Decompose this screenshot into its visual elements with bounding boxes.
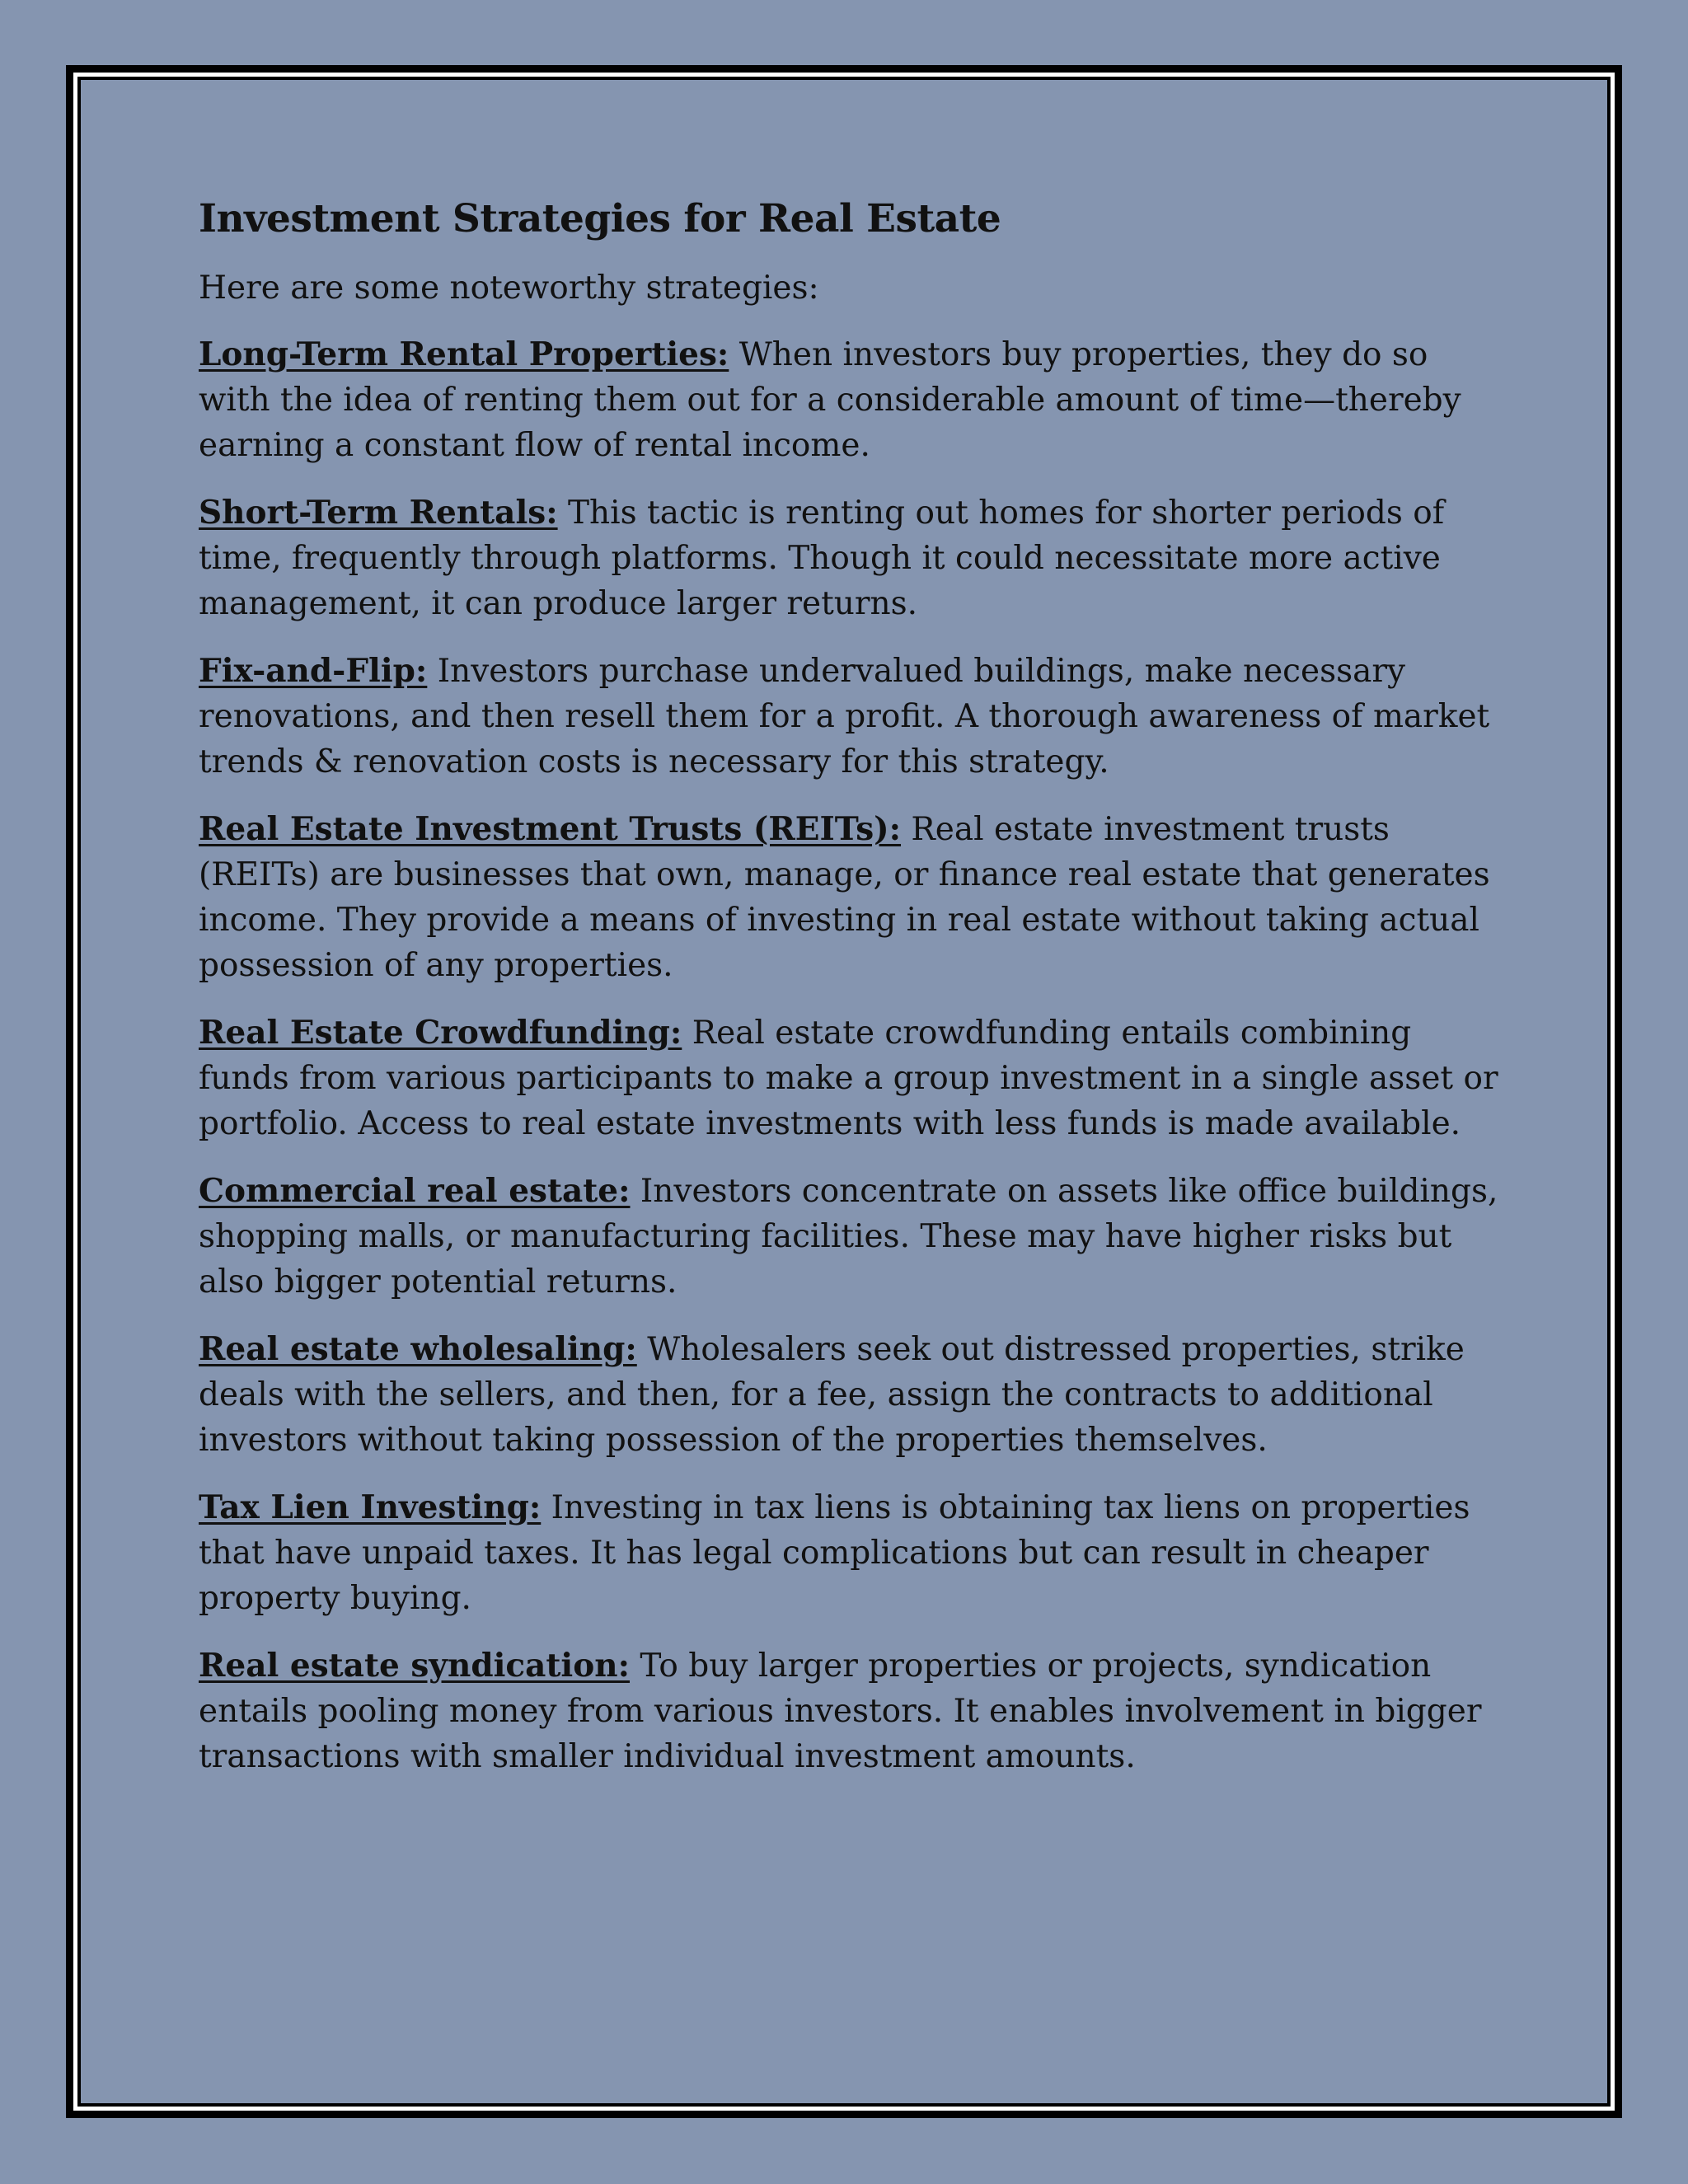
intro-paragraph: Here are some noteworthy strategies: — [199, 269, 819, 307]
strategy-term: Real estate wholesaling: — [199, 1330, 637, 1369]
strategy-term: Short-Term Rentals: — [199, 494, 558, 532]
strategy-description: Real estate crowdfunding entails combining funds from various participants to make a group investment in a single asset or portfolio. Access to real estate investments with less funds is made available. — [199, 1015, 1498, 1143]
strategy-description: This tactic is renting out homes for shorter periods of time, frequently through platforms. Though it could necessitate more active management, it can produce larger returns. — [199, 494, 1445, 623]
strategy-wholesaling — [199, 1327, 1505, 1463]
strategy-term: Commercial real estate: — [199, 1172, 631, 1211]
strategy-description: Wholesalers seek out distressed properties, strike deals with the sellers, and then, for a fee, assign the contracts to additional investors without taking possession of the properties themselves. — [199, 1331, 1465, 1460]
strategy-description: Investing in tax liens is obtaining tax liens on properties that have unpaid taxes. It has legal complications but can result in cheaper property buying. — [199, 1489, 1470, 1618]
strategy-commercial-real-estate — [199, 1169, 1505, 1305]
strategy-term: Real Estate Crowdfunding: — [199, 1014, 682, 1052]
strategy-description: Real estate investment trusts (REITs) are businesses that own, manage, or finance real estate that generates income. They provide a means of investing in real estate without taking actual possession of any properties. — [199, 811, 1490, 985]
strategy-description: When investors buy properties, they do so with the idea of renting them out for a considerable amount of time—thereby earning a constant flow of rental income. — [199, 336, 1461, 465]
strategy-long-term-rental — [199, 332, 1505, 468]
strategy-description: To buy larger properties or projects, syndication entails pooling money from various investors. It enables involvement in bigger transactions with smaller individual investment amounts. — [199, 1647, 1482, 1776]
strategy-syndication — [199, 1643, 1505, 1779]
strategy-term: Long-Term Rental Properties: — [199, 335, 729, 374]
strategy-fix-and-flip — [199, 649, 1505, 785]
strategy-term: Tax Lien Investing: — [199, 1488, 542, 1527]
document-body — [199, 196, 1505, 1802]
strategy-description: Investors purchase undervalued buildings, make necessary renovations, and then resell them for a profit. A thorough awareness of market trends & renovation costs is necessary for this strategy. — [199, 653, 1490, 781]
strategy-tax-lien-investing — [199, 1485, 1505, 1621]
strategy-crowdfunding — [199, 1010, 1505, 1146]
document-title: Investment Strategies for Real Estate — [199, 196, 1001, 241]
strategy-reits — [199, 807, 1505, 988]
strategy-description: Investors concentrate on assets like office buildings, shopping malls, or manufacturing facilities. These may have higher risks but also bigger potential returns. — [199, 1173, 1498, 1301]
strategy-term: Real Estate Investment Trusts (REITs): — [199, 810, 902, 849]
strategy-short-term-rentals — [199, 490, 1505, 626]
strategy-term: Real estate syndication: — [199, 1647, 631, 1685]
strategy-term: Fix-and-Flip: — [199, 652, 428, 691]
